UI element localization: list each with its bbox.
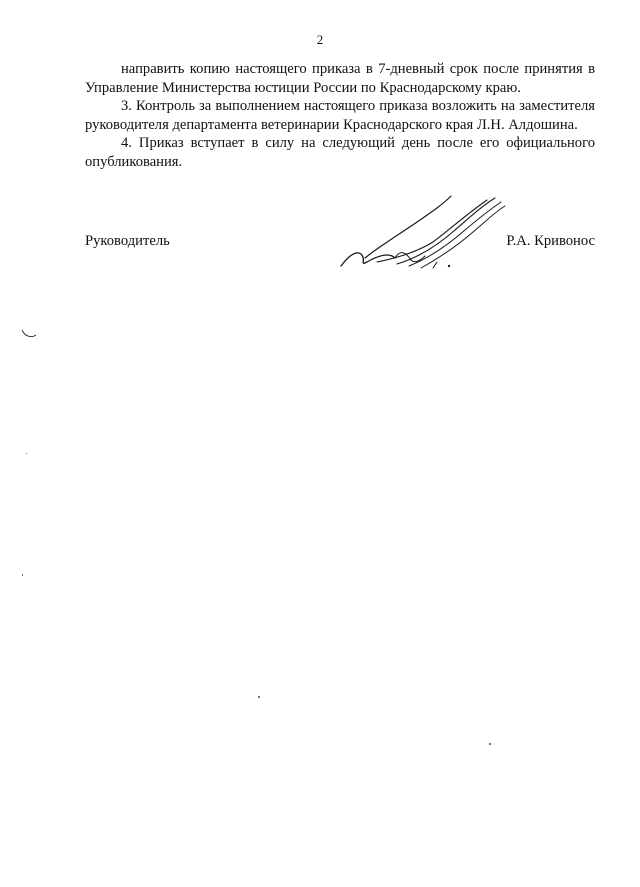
paragraph-control: 3. Контроль за выполнением настоящего приказа возложить на заместителя руководителя департамента ветеринарии Краснодарского края Л.Н. Алдошина. bbox=[85, 98, 595, 133]
page-number: 2 bbox=[316, 32, 324, 47]
scan-speck bbox=[26, 453, 27, 454]
handwritten-signature bbox=[337, 188, 507, 270]
signer-title: Руководитель bbox=[85, 233, 170, 249]
scan-speck bbox=[258, 696, 260, 698]
scan-artifact-mark bbox=[20, 326, 38, 340]
signature-block bbox=[85, 233, 595, 273]
paragraph-continuation: направить копию настоящего приказа в 7-дневный срок после принятия в Управление Министерства юстиции России по Краснодарскому краю. bbox=[85, 61, 595, 96]
document-body bbox=[85, 60, 595, 171]
scan-speck bbox=[489, 743, 491, 745]
scan-speck bbox=[22, 574, 23, 576]
paragraph-effective-date: 4. Приказ вступает в силу на следующий день после его официального опубликования. bbox=[85, 135, 595, 170]
signer-name: Р.А. Кривонос bbox=[506, 233, 595, 249]
